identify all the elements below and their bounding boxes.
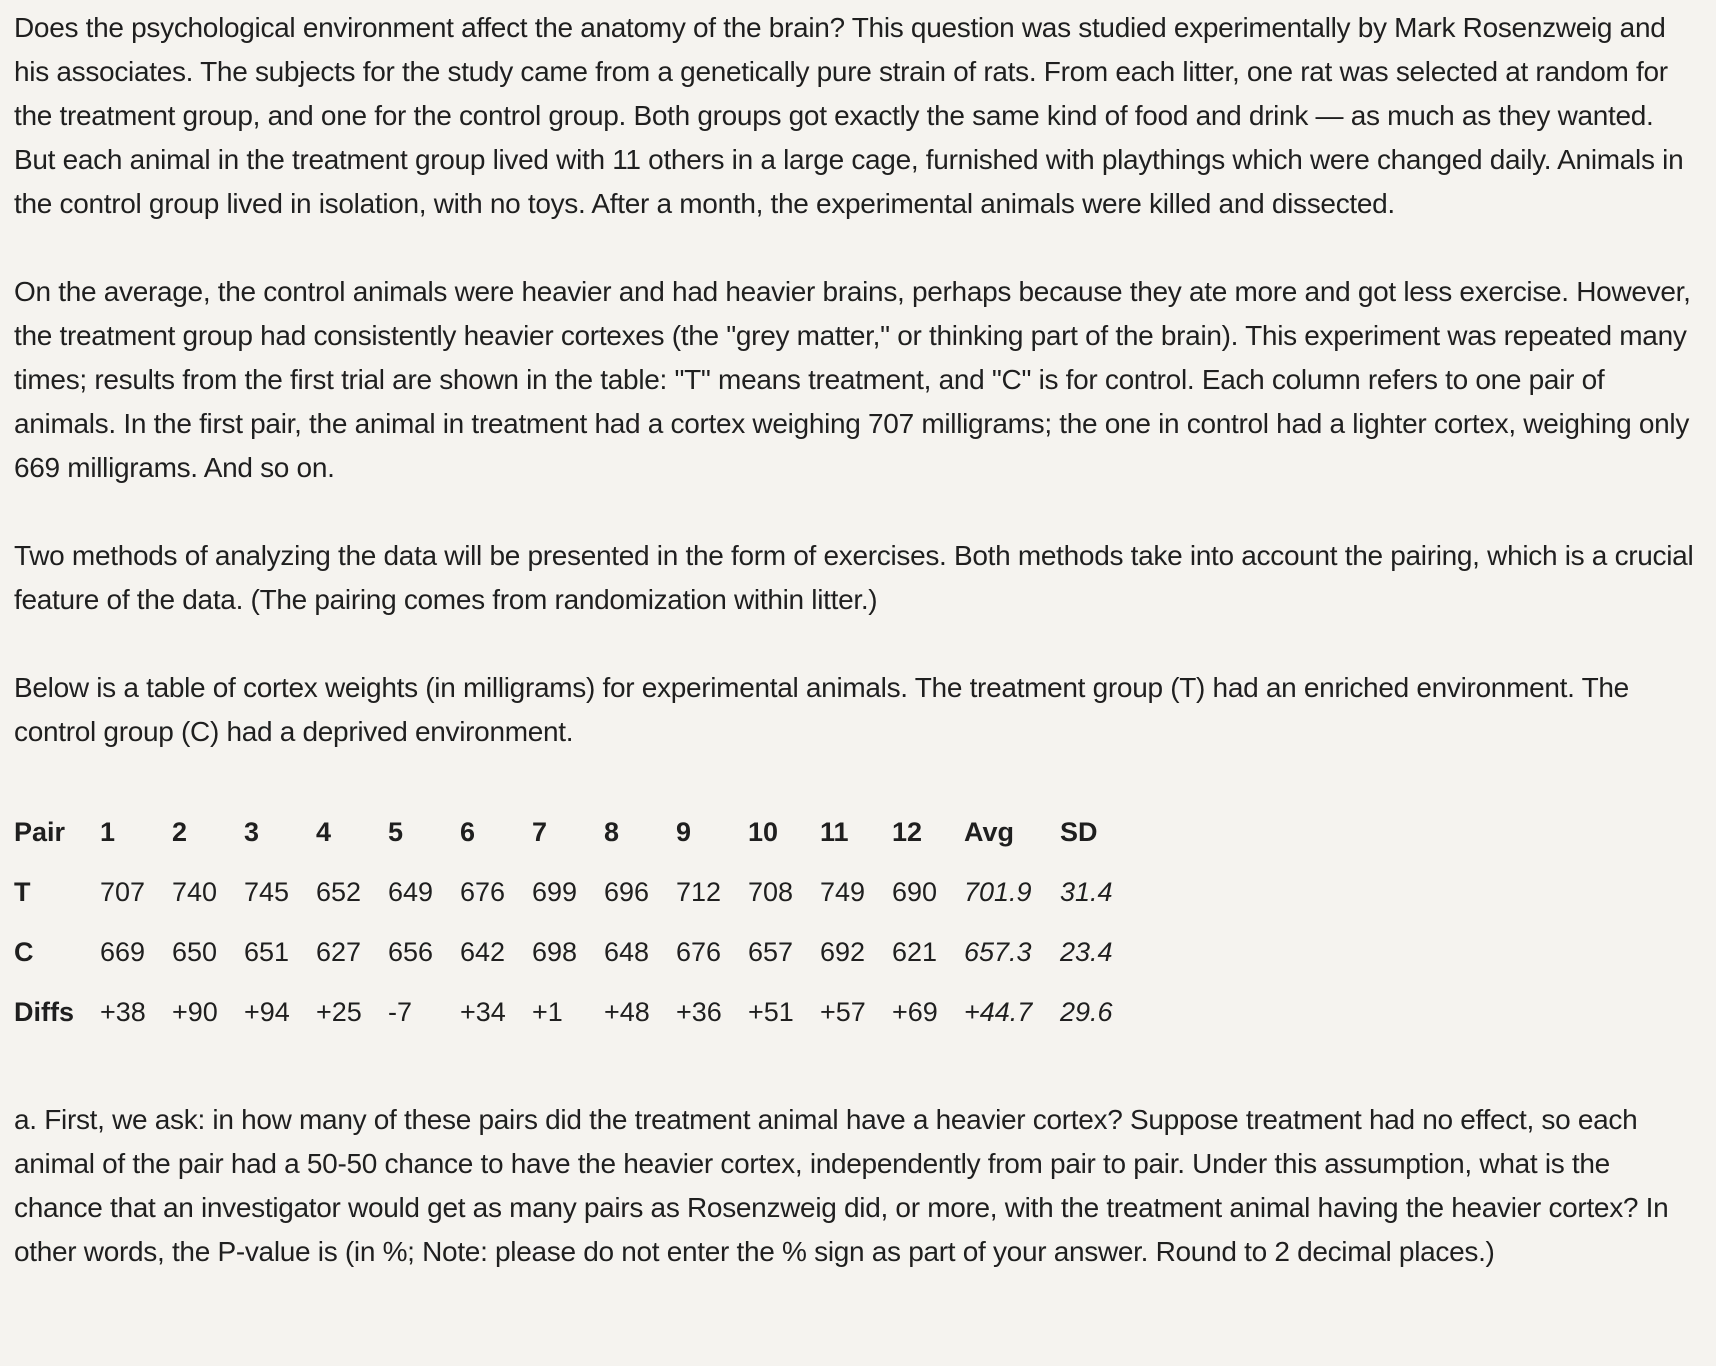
header-cell: 3 (244, 816, 260, 847)
row-label: C (14, 936, 34, 967)
table-row (14, 922, 1140, 982)
row-label: Diffs (14, 996, 74, 1027)
header-cell: 4 (316, 816, 332, 847)
avg-cell: +44.7 (964, 996, 1033, 1027)
table-cell: +57 (820, 996, 866, 1027)
table-cell: +36 (676, 996, 722, 1027)
intro-paragraph: Does the psychological environment affect the anatomy of the brain? This question was studied experimentally by Mark Rosenzweig and his associates. The subjects for the study came from a genetically pure strain of rats. From each litter, one rat was selected at random for the treatment group, and one for the control group. Both groups got exactly the same kind of food and drink — as much as they wanted. But each animal in the treatment group lived with 11 others in a large cage, furnished with playthings which were changed daily. Animals in the control group lived in isolation, with no toys. After a month, the experimental animals were killed and dissected. (14, 12, 1684, 219)
table-cell: 692 (820, 936, 866, 967)
header-cell: 1 (100, 816, 116, 847)
table-cell: 649 (388, 876, 434, 907)
table-header-row (14, 802, 1140, 862)
avg-cell: 657.3 (964, 936, 1032, 967)
methods-paragraph: Two methods of analyzing the data will be presented in the form of exercises. Both methods take into account the pairing, which is a crucial feature of the data. (The pairing comes from randomization within litter.) (14, 540, 1694, 615)
question-paragraph: a. First, we ask: in how many of these pairs did the treatment animal have a heavier cortex? Suppose treatment had no effect, so each animal of the pair had a 50-50 chance to have the heavier cortex, independently from pair to pair. Under this assumption, what is the chance that an investigator would get as many pairs as Rosenzweig did, or more, with the treatment animal having the heavier cortex? In other words, the P-value is (in %; Note: please do not enter the % sign as part of your answer. Round to 2 decimal places.) (14, 1104, 1669, 1267)
header-cell: Avg (964, 816, 1015, 847)
table-cell: 657 (748, 936, 794, 967)
table-cell: +48 (604, 996, 650, 1027)
results-paragraph: On the average, the control animals were heavier and had heavier brains, perhaps because they ate more and got less exercise. However, the treatment group had consistently heavier cortexes (the "grey matter," or thinking part of the brain). This experiment was repeated many times; results from the first trial are shown in the table: "T" means treatment, and "C" is for control. Each column refers to one pair of animals. In the first pair, the animal in treatment had a cortex weighing 707 milligrams; the one in control had a lighter cortex, weighing only 669 milligrams. And so on. (14, 276, 1691, 483)
table-cell: 652 (316, 876, 362, 907)
table-cell: +34 (460, 996, 506, 1027)
header-cell: 7 (532, 816, 548, 847)
header-cell: 5 (388, 816, 404, 847)
table-cell: +1 (532, 996, 563, 1027)
cortex-weights-table (14, 802, 1140, 1042)
table-cell: 676 (460, 876, 506, 907)
table-cell: +25 (316, 996, 362, 1027)
table-intro-paragraph: Below is a table of cortex weights (in milligrams) for experimental animals. The treatment group (T) had an enriched environment. The control group (C) had a deprived environment. (14, 672, 1629, 747)
table-cell: 627 (316, 936, 362, 967)
row-label: T (14, 876, 31, 907)
table-cell: +51 (748, 996, 794, 1027)
table-cell: 656 (388, 936, 434, 967)
table-cell: +69 (892, 996, 938, 1027)
table-cell: +90 (172, 996, 218, 1027)
table-cell: 690 (892, 876, 938, 907)
table-cell: 696 (604, 876, 650, 907)
table-cell: 669 (100, 936, 146, 967)
table-row (14, 982, 1140, 1042)
table-cell: 642 (460, 936, 506, 967)
header-cell: 9 (676, 816, 692, 847)
table-cell: 707 (100, 876, 146, 907)
header-cell: SD (1060, 816, 1098, 847)
header-cell: 11 (820, 816, 849, 847)
header-cell: 2 (172, 816, 188, 847)
header-cell: 6 (460, 816, 476, 847)
table-row (14, 862, 1140, 922)
table-cell: 712 (676, 876, 722, 907)
table-cell: 621 (892, 936, 938, 967)
table-cell: 740 (172, 876, 218, 907)
sd-cell: 29.6 (1060, 996, 1113, 1027)
table-cell: 749 (820, 876, 866, 907)
table-cell: -7 (388, 996, 413, 1027)
table-cell: 676 (676, 936, 722, 967)
table-cell: 650 (172, 936, 218, 967)
avg-cell: 701.9 (964, 876, 1032, 907)
table-cell: 651 (244, 936, 290, 967)
header-cell: Pair (14, 816, 66, 847)
table-cell: +38 (100, 996, 146, 1027)
table-cell: +94 (244, 996, 290, 1027)
header-cell: 12 (892, 816, 923, 847)
table-cell: 708 (748, 876, 794, 907)
table-cell: 648 (604, 936, 650, 967)
header-cell: 10 (748, 816, 779, 847)
table-cell: 699 (532, 876, 578, 907)
header-cell: 8 (604, 816, 620, 847)
table-cell: 698 (532, 936, 578, 967)
table-cell: 745 (244, 876, 290, 907)
sd-cell: 23.4 (1060, 936, 1113, 967)
sd-cell: 31.4 (1060, 876, 1113, 907)
